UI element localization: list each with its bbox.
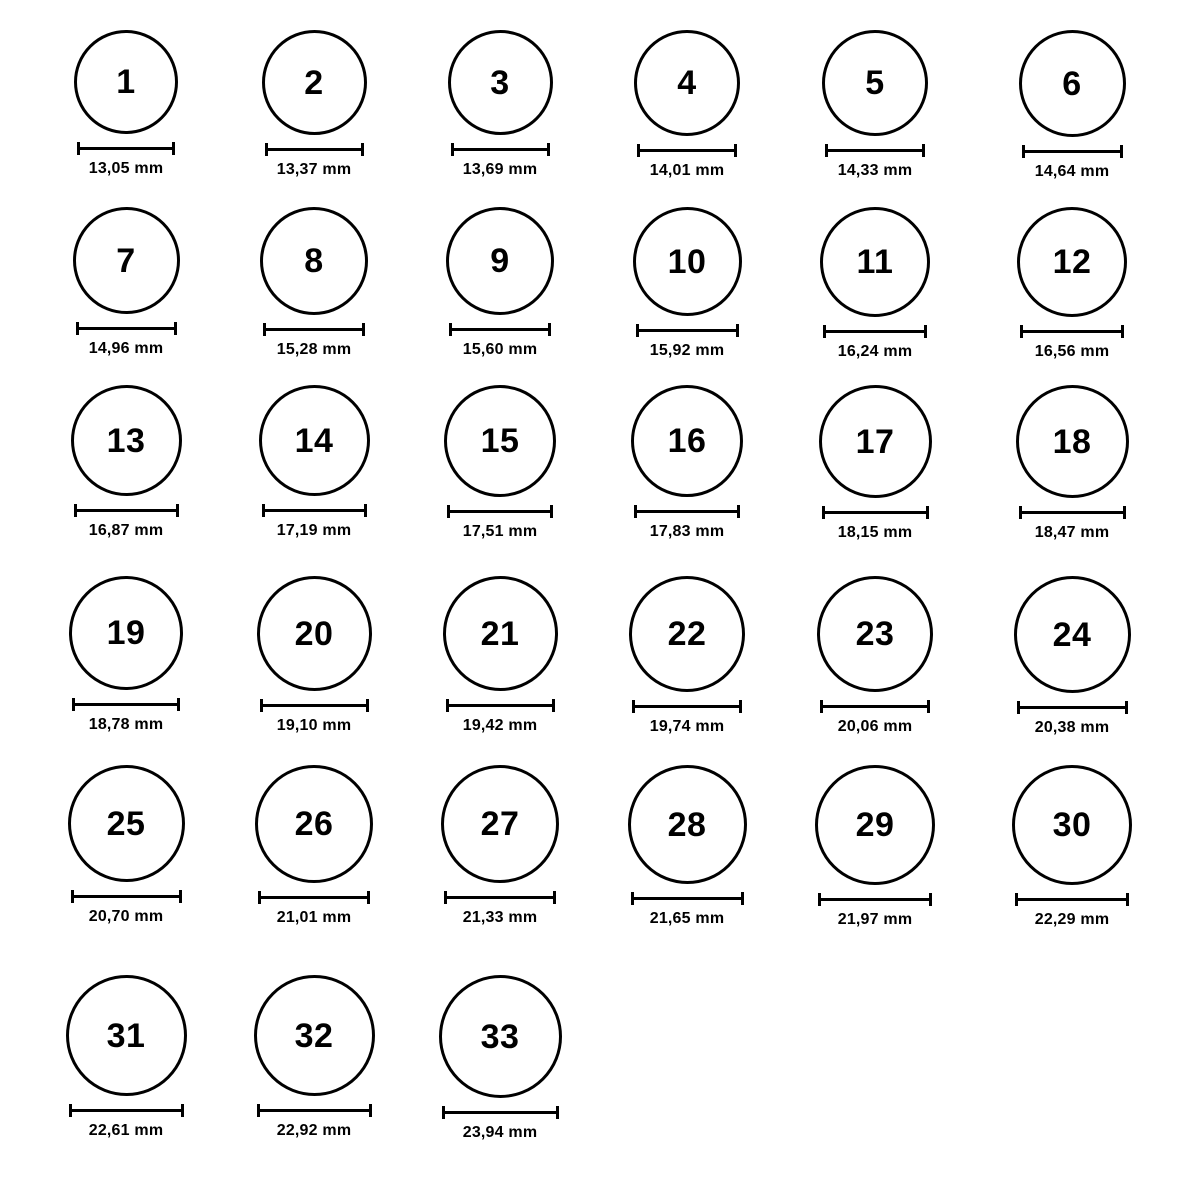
measure-cap-left [1020,325,1023,338]
measure-line [265,148,364,151]
measure-cap-left [69,1104,72,1117]
diameter-label: 13,69 mm [462,161,538,178]
ring-circle [68,765,185,882]
measure-cap-left [822,506,825,519]
ring-size-number: 18 [1052,422,1092,461]
diameter-label: 21,01 mm [276,909,352,926]
ring-size-number: 8 [304,242,324,280]
ring-circle [817,576,933,692]
diameter-measure-bar [451,143,550,155]
diameter-label: 14,01 mm [649,162,725,179]
diameter-label: 21,33 mm [462,909,538,926]
measure-line [447,510,553,513]
ring-size-item [430,207,570,359]
diameter-label: 22,61 mm [88,1122,164,1139]
diameter-measure-bar [72,698,180,710]
measure-line [825,149,925,152]
ring-size-number: 15 [480,422,520,460]
measure-cap-right [174,322,177,335]
ring-size-number: 25 [106,804,146,843]
measure-cap-right [741,892,744,905]
ring-size-number: 27 [480,805,520,843]
ring-size-number: 19 [106,614,146,652]
diameter-label: 16,56 mm [1034,343,1110,360]
diameter-measure-bar [637,144,737,156]
ring-circle [439,975,562,1098]
ring-size-number: 12 [1052,243,1092,281]
diameter-label: 21,65 mm [649,910,725,927]
ring-size-number: 2 [304,63,324,102]
ring-size-number: 29 [855,806,895,844]
diameter-measure-bar [262,504,367,516]
diameter-measure-bar [1017,701,1128,713]
measure-line [69,1109,184,1112]
ring-size-item [1002,385,1142,542]
ring-size-item [56,576,196,734]
measure-line [823,330,927,333]
diameter-label: 19,42 mm [462,717,538,734]
diameter-label: 17,83 mm [649,523,725,540]
ring-size-item [617,207,757,360]
ring-size-item [430,576,570,735]
ring-circle [1016,385,1129,498]
measure-line [257,1109,372,1112]
diameter-label: 17,19 mm [276,522,352,539]
diameter-label: 20,70 mm [88,908,164,925]
diameter-measure-bar [822,506,929,518]
measure-cap-right [929,893,932,906]
ring-circle [66,975,187,1096]
ring-size-item [1002,765,1142,929]
ring-circle [822,30,928,136]
measure-line [1017,706,1128,709]
measure-cap-right [1125,701,1128,714]
measure-line [71,895,182,898]
measure-cap-left [262,504,265,517]
diameter-label: 15,60 mm [462,341,538,358]
measure-line [637,149,737,152]
ring-size-item [56,975,196,1140]
ring-size-number: 24 [1052,615,1092,654]
measure-cap-left [634,505,637,518]
ring-circle [255,765,373,883]
diameter-measure-bar [823,325,927,337]
measure-cap-left [823,325,826,338]
measure-cap-left [265,143,268,156]
diameter-label: 13,05 mm [88,160,164,177]
ring-circle [628,765,747,884]
diameter-label: 16,87 mm [88,522,164,539]
ring-circle [73,207,180,314]
diameter-measure-bar [71,890,182,902]
measure-cap-left [820,700,823,713]
ring-circle [69,576,183,690]
diameter-measure-bar [636,324,739,336]
ring-size-item [56,30,196,178]
ring-size-number: 32 [294,1016,334,1055]
ring-size-number: 13 [106,421,146,460]
measure-cap-right [547,143,550,156]
measure-cap-right [924,325,927,338]
measure-cap-left [1019,506,1022,519]
diameter-label: 14,64 mm [1034,163,1110,180]
measure-line [77,147,175,150]
diameter-measure-bar [820,700,930,712]
diameter-label: 21,97 mm [837,911,913,928]
diameter-label: 18,78 mm [88,716,164,733]
measure-line [449,328,551,331]
ring-size-number: 22 [667,615,707,653]
diameter-measure-bar [632,700,742,712]
diameter-measure-bar [444,891,556,903]
measure-cap-left [449,323,452,336]
ring-circle [257,576,372,691]
diameter-measure-bar [1020,325,1124,337]
diameter-label: 19,10 mm [276,717,352,734]
diameter-measure-bar [446,699,555,711]
measure-line [1020,330,1124,333]
measure-line [446,704,555,707]
ring-size-number: 3 [490,63,510,102]
diameter-measure-bar [442,1106,559,1118]
measure-line [1019,511,1126,514]
ring-size-number: 10 [667,242,707,281]
measure-cap-left [1017,701,1020,714]
ring-size-item [1002,30,1142,181]
ring-circle [633,207,742,316]
measure-cap-left [637,144,640,157]
measure-cap-left [636,324,639,337]
ring-size-item [244,765,384,927]
ring-circle [441,765,559,883]
measure-cap-right [737,505,740,518]
diameter-measure-bar [1015,893,1129,905]
measure-line [820,705,930,708]
ring-size-number: 16 [667,422,707,460]
ring-circle [259,385,370,496]
measure-cap-right [366,699,369,712]
measure-line [263,328,365,331]
diameter-measure-bar [449,323,551,335]
diameter-measure-bar [263,323,365,335]
ring-size-item [430,30,570,179]
measure-cap-right [172,142,175,155]
ring-size-item [1002,207,1142,361]
measure-cap-right [1123,506,1126,519]
diameter-measure-bar [818,893,932,905]
measure-cap-left [260,699,263,712]
ring-circle [448,30,553,135]
ring-circle [74,30,178,134]
diameter-measure-bar [631,892,744,904]
measure-line [632,705,742,708]
measure-cap-right [736,324,739,337]
ring-size-item [805,207,945,361]
measure-cap-left [446,699,449,712]
measure-cap-right [552,699,555,712]
measure-line [260,704,369,707]
measure-line [1022,150,1123,153]
measure-cap-right [369,1104,372,1117]
measure-cap-right [1121,325,1124,338]
measure-cap-right [1120,145,1123,158]
ring-size-number: 30 [1052,806,1092,844]
measure-line [74,509,179,512]
diameter-measure-bar [76,322,177,334]
measure-line [451,148,550,151]
ring-size-item [244,30,384,179]
diameter-measure-bar [77,142,175,154]
diameter-measure-bar [260,699,369,711]
ring-circle [815,765,935,885]
measure-cap-right [553,891,556,904]
measure-cap-left [451,143,454,156]
ring-circle [629,576,745,692]
measure-cap-left [444,891,447,904]
ring-circle [446,207,554,315]
ring-size-item [56,207,196,358]
measure-line [822,511,929,514]
ring-size-item [617,765,757,928]
ring-circle [631,385,743,497]
ring-circle [444,385,556,497]
measure-cap-right [556,1106,559,1119]
diameter-label: 22,29 mm [1034,911,1110,928]
diameter-label: 23,94 mm [462,1124,538,1141]
ring-size-item [56,385,196,540]
measure-cap-left [1015,893,1018,906]
measure-cap-right [550,505,553,518]
measure-cap-right [179,890,182,903]
measure-cap-left [77,142,80,155]
measure-cap-left [72,698,75,711]
ring-size-number: 31 [106,1016,146,1055]
measure-line [442,1111,559,1114]
measure-cap-left [76,322,79,335]
ring-size-number: 26 [294,805,334,843]
ring-circle [634,30,740,136]
diameter-label: 20,38 mm [1034,719,1110,736]
ring-size-number: 5 [865,64,885,102]
diameter-measure-bar [1019,506,1126,518]
measure-cap-right [922,144,925,157]
ring-size-number: 9 [490,242,510,280]
measure-cap-right [177,698,180,711]
measure-cap-left [258,891,261,904]
measure-line [444,896,556,899]
diameter-label: 19,74 mm [649,718,725,735]
measure-line [634,510,740,513]
diameter-label: 15,92 mm [649,342,725,359]
measure-cap-right [927,700,930,713]
ring-size-item [805,30,945,180]
ring-size-number: 28 [667,805,707,844]
diameter-label: 16,24 mm [837,343,913,360]
ring-circle [262,30,367,135]
diameter-measure-bar [825,144,925,156]
measure-line [262,509,367,512]
ring-size-item [244,385,384,540]
ring-circle [1017,207,1127,317]
ring-size-item [244,576,384,735]
ring-size-number: 11 [856,243,894,281]
diameter-label: 20,06 mm [837,718,913,735]
measure-cap-left [825,144,828,157]
ring-size-number: 20 [294,614,334,653]
ring-size-number: 21 [480,614,520,653]
diameter-label: 17,51 mm [462,523,538,540]
ring-circle [71,385,182,496]
ring-size-item [617,576,757,736]
measure-line [72,703,180,706]
diameter-label: 14,33 mm [837,162,913,179]
diameter-measure-bar [265,143,364,155]
ring-size-number: 23 [855,615,895,653]
measure-cap-left [632,700,635,713]
measure-cap-right [548,323,551,336]
measure-cap-right [926,506,929,519]
ring-circle [1019,30,1126,137]
measure-cap-left [442,1106,445,1119]
ring-size-number: 4 [677,64,697,102]
measure-cap-right [367,891,370,904]
measure-cap-right [362,323,365,336]
measure-cap-left [257,1104,260,1117]
ring-circle [819,385,932,498]
measure-cap-left [263,323,266,336]
ring-size-number: 17 [855,422,895,461]
ring-size-item [805,385,945,542]
measure-cap-left [447,505,450,518]
diameter-label: 18,47 mm [1034,524,1110,541]
measure-cap-right [181,1104,184,1117]
measure-line [258,896,370,899]
ring-size-item [1002,576,1142,737]
diameter-label: 18,15 mm [837,524,913,541]
measure-line [636,329,739,332]
measure-line [818,898,932,901]
ring-size-item [430,765,570,927]
diameter-measure-bar [447,505,553,517]
ring-size-item [617,385,757,541]
measure-cap-right [361,143,364,156]
ring-size-item [805,765,945,929]
diameter-measure-bar [1022,145,1123,157]
measure-cap-left [74,504,77,517]
ring-circle [254,975,375,1096]
ring-circle [260,207,368,315]
ring-circle [1014,576,1131,693]
diameter-measure-bar [634,505,740,517]
diameter-measure-bar [258,891,370,903]
measure-line [631,897,744,900]
diameter-measure-bar [74,504,179,516]
ring-size-item [56,765,196,926]
measure-cap-right [176,504,179,517]
ring-size-item [430,975,570,1142]
ring-size-item [617,30,757,180]
measure-cap-left [631,892,634,905]
measure-line [1015,898,1129,901]
measure-cap-right [364,504,367,517]
measure-cap-left [1022,145,1025,158]
measure-cap-right [734,144,737,157]
diameter-label: 22,92 mm [276,1122,352,1139]
ring-size-item [430,385,570,541]
ring-size-item [244,975,384,1140]
diameter-label: 13,37 mm [276,161,352,178]
ring-size-number: 33 [480,1017,520,1056]
ring-size-item [244,207,384,359]
diameter-measure-bar [257,1104,372,1116]
measure-cap-left [818,893,821,906]
ring-size-item [805,576,945,736]
ring-size-number: 14 [294,421,334,460]
ring-size-number: 1 [116,63,136,101]
measure-cap-right [739,700,742,713]
diameter-label: 14,96 mm [88,340,164,357]
ring-size-number: 7 [116,241,136,280]
ring-size-number: 6 [1062,64,1082,103]
diameter-measure-bar [69,1104,184,1116]
ring-circle [820,207,930,317]
diameter-label: 15,28 mm [276,341,352,358]
measure-cap-left [71,890,74,903]
measure-line [76,327,177,330]
measure-cap-right [1126,893,1129,906]
ring-circle [443,576,558,691]
ring-circle [1012,765,1132,885]
